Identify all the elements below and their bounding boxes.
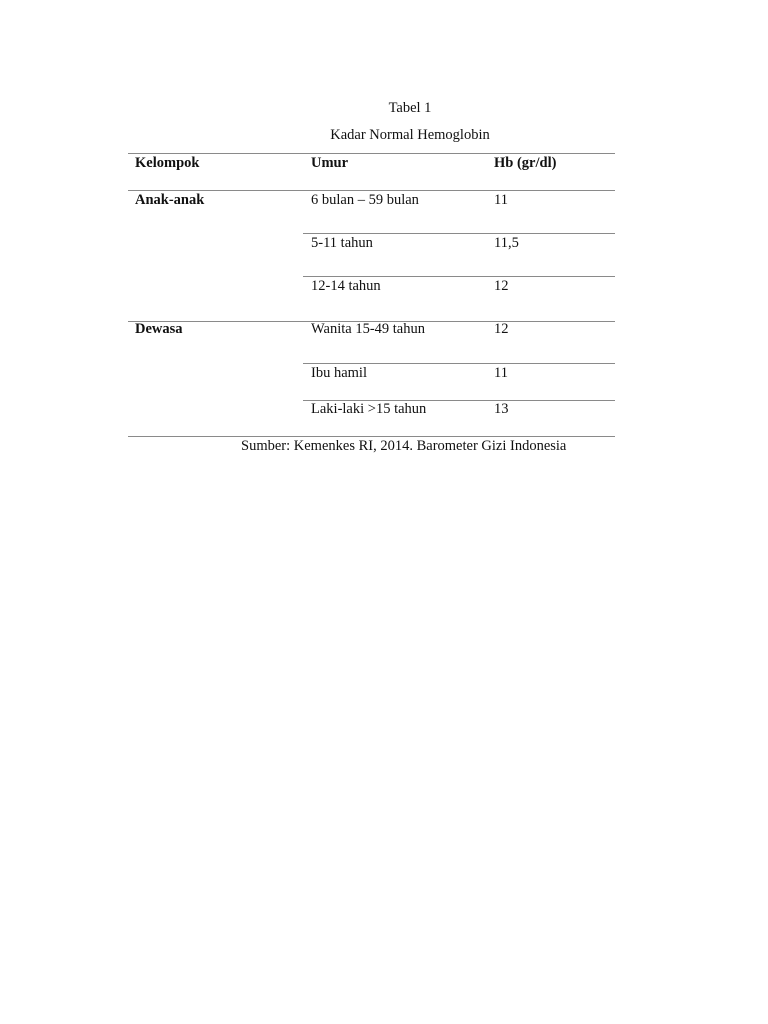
group-label-dewasa: Dewasa xyxy=(135,321,183,337)
cell-hb: 13 xyxy=(494,401,509,417)
cell-umur: 12-14 tahun xyxy=(311,278,381,294)
cell-umur: Wanita 15-49 tahun xyxy=(311,321,425,337)
cell-umur: 6 bulan – 59 bulan xyxy=(311,192,419,208)
cell-umur: Ibu hamil xyxy=(311,365,367,381)
header-kelompok: Kelompok xyxy=(135,155,200,171)
table-bottom-rule xyxy=(128,436,615,437)
table-title: Kadar Normal Hemoglobin xyxy=(330,127,490,143)
cell-umur: 5-11 tahun xyxy=(311,235,373,251)
cell-hb: 11,5 xyxy=(494,235,519,251)
header-hb: Hb (gr/dl) xyxy=(494,155,557,171)
header-umur: Umur xyxy=(311,155,349,171)
cell-umur: Laki-laki >15 tahun xyxy=(311,401,427,417)
cell-hb: 11 xyxy=(494,192,508,208)
cell-hb: 11 xyxy=(494,365,508,381)
cell-hb: 12 xyxy=(494,321,509,337)
cell-hb: 12 xyxy=(494,278,509,294)
group-label-anak: Anak-anak xyxy=(135,192,205,208)
table-number: Tabel 1 xyxy=(388,100,432,116)
table-source: Sumber: Kemenkes RI, 2014. Barometer Gizi Indonesia xyxy=(241,438,567,454)
